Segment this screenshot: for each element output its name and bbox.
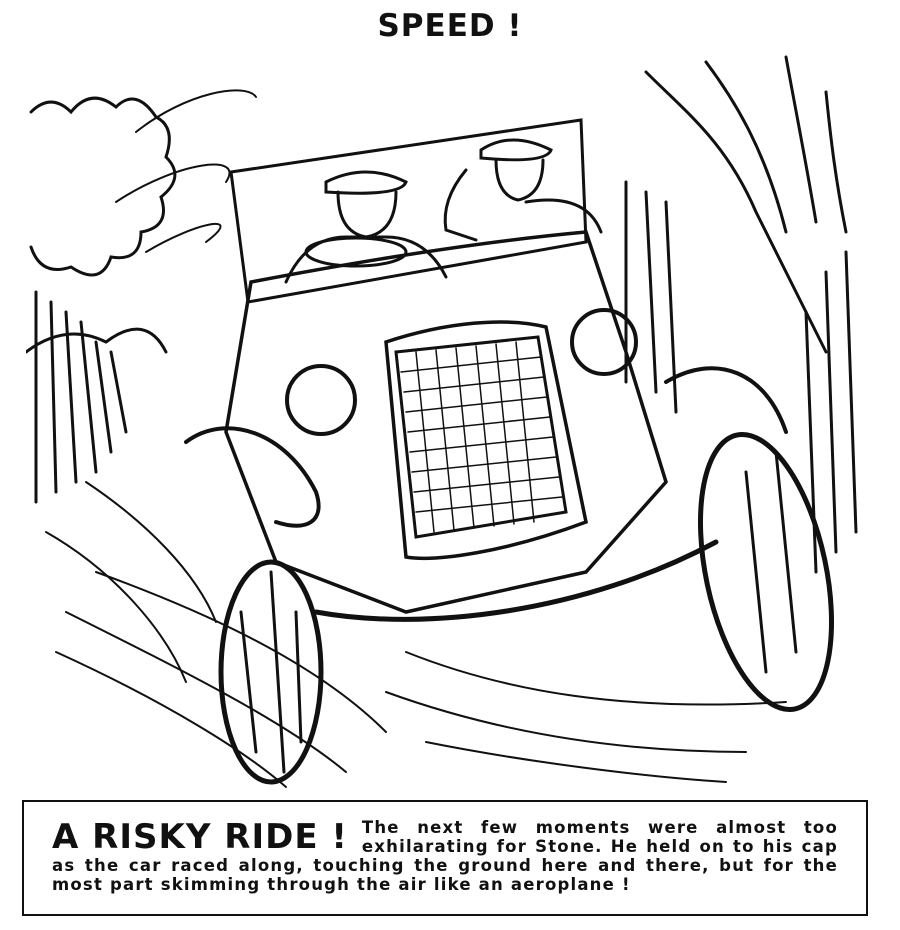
mudguard-left bbox=[186, 428, 319, 526]
driver-figure bbox=[286, 172, 446, 282]
caption-body: The next few moments were almost too exhilarating for Stone. He held on to his cap as the car raced along, touching the ground here and there, but for the most part skimming through the air like an aeroplane ! bbox=[52, 818, 838, 894]
caption-box bbox=[22, 800, 868, 916]
front-wheel-left bbox=[221, 562, 321, 782]
mudguard-right bbox=[666, 368, 786, 432]
car-body bbox=[226, 232, 666, 612]
left-foliage bbox=[26, 98, 175, 502]
front-bumper bbox=[316, 542, 716, 619]
vintage-car-illustration bbox=[26, 52, 874, 790]
headlamp-left bbox=[287, 366, 355, 434]
radiator-grille bbox=[396, 337, 566, 537]
caption-headline: A RISKY RIDE ! bbox=[52, 817, 348, 857]
road-motion-lines bbox=[46, 90, 786, 787]
front-wheel-right bbox=[678, 423, 854, 722]
passenger-figure bbox=[445, 140, 601, 240]
right-foliage bbox=[626, 57, 856, 572]
page-title: SPEED ! bbox=[377, 8, 523, 44]
